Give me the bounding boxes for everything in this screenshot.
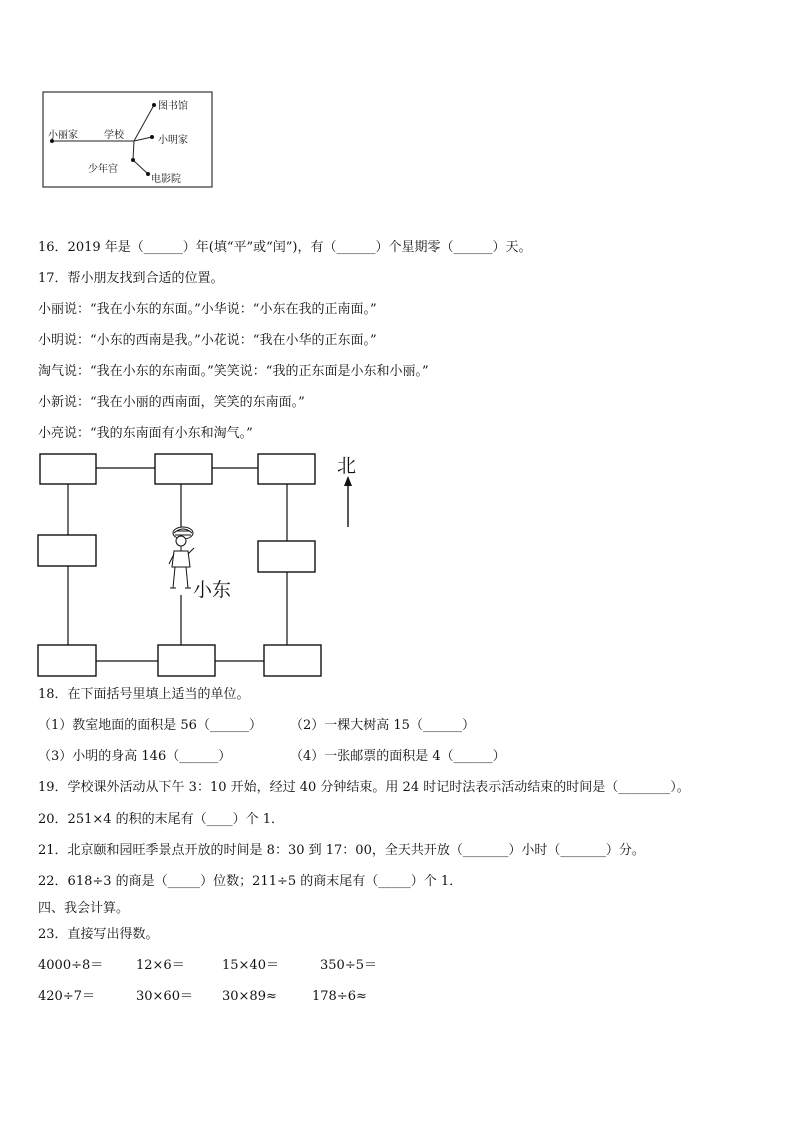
- q17-title: 17．帮小朋友找到合适的位置。: [38, 271, 224, 286]
- q17-line-4: 小新说：“我在小丽的西南面，笑笑的东南面。”: [38, 395, 305, 410]
- position-box-bottom-left: [38, 645, 96, 676]
- q16-blank-1[interactable]: ______: [143, 240, 183, 255]
- q18-item-3: （3）小明的身高 146（______）: [38, 749, 232, 764]
- map-label-school: 学校: [104, 130, 124, 141]
- calc-2: 12×6＝: [136, 958, 185, 973]
- position-box-top-middle: [155, 454, 212, 484]
- q18-item-4: （4）一张邮票的面积是 4（______）: [290, 749, 506, 764]
- map-label-xiaoli-home: 小丽家: [48, 130, 78, 141]
- calc-3: 15×40＝: [222, 958, 279, 973]
- calc-6: 30×60＝: [136, 989, 193, 1004]
- q16-suffix: ）天。: [492, 240, 532, 255]
- q17-line-5: 小亮说：“我的东南面有小东和淘气。”: [38, 426, 253, 441]
- position-box-middle-right: [258, 541, 315, 572]
- north-label: 北: [337, 455, 357, 477]
- map-label-cinema: 电影院: [151, 174, 181, 185]
- position-box-top-left: [40, 454, 96, 484]
- q17-line-3: 淘气说：“我在小东的东南面。”笑笑说：“我的正东面是小东和小丽。”: [38, 364, 429, 379]
- map-label-xiaoming-home: 小明家: [158, 135, 188, 146]
- question-19: 19．学校课外活动从下午 3：10 开始，经过 40 分钟结束。用 24 时记时法表示活动结束的时间是（________）。: [38, 780, 690, 795]
- q16-blank-2[interactable]: ______: [336, 240, 376, 255]
- map-label-library: 图书馆: [158, 101, 188, 112]
- q23-title: 23．直接写出得数。: [38, 927, 159, 942]
- q18-title: 18．在下面括号里填上适当的单位。: [38, 687, 250, 702]
- calc-4: 350÷5＝: [320, 958, 377, 973]
- q16-prefix: 16．2019 年是（: [38, 240, 144, 255]
- position-box-middle-left: [38, 535, 96, 566]
- calc-5: 420÷7＝: [38, 989, 95, 1004]
- position-box-bottom-middle: [158, 645, 215, 676]
- position-box-bottom-right: [264, 645, 321, 676]
- position-box-top-right: [258, 454, 315, 484]
- calc-8: 178÷6≈: [312, 989, 367, 1004]
- xiaodong-figure-icon: [169, 527, 194, 588]
- section-4-heading: 四、我会计算。: [38, 901, 130, 916]
- calc-1: 4000÷8＝: [38, 958, 104, 973]
- question-20: 20．251×4 的积的末尾有（____）个 1．: [38, 812, 285, 827]
- q16-mid-1: ）年(填“平”或“闰”)，有（: [182, 240, 337, 255]
- q17-line-1: 小丽说：“我在小东的东面。”小华说：“小东在我的正南面。”: [38, 302, 377, 317]
- q16-blank-3[interactable]: ______: [453, 240, 493, 255]
- q16-mid-2: ）个星期零（: [375, 240, 454, 255]
- q18-item-1: （1）教室地面的面积是 56（______）: [38, 718, 262, 733]
- xiaodong-label: 小东: [193, 579, 232, 601]
- question-21: 21．北京颐和园旺季景点开放的时间是 8：30 到 17：00，全天共开放（_______）小时（_______）分。: [38, 843, 645, 858]
- question-22: 22．618÷3 的商是（_____）位数；211÷5 的商末尾有（_____）个 1．: [38, 874, 463, 889]
- calc-7: 30×89≈: [222, 989, 277, 1004]
- q18-item-2: （2）一棵大树高 15（______）: [290, 718, 475, 733]
- north-arrow-icon: [344, 476, 352, 527]
- q17-line-2: 小明说：“小东的西南是我。”小花说：“我在小华的正东面。”: [38, 333, 377, 348]
- map-label-youth-palace: 少年宫: [88, 164, 118, 175]
